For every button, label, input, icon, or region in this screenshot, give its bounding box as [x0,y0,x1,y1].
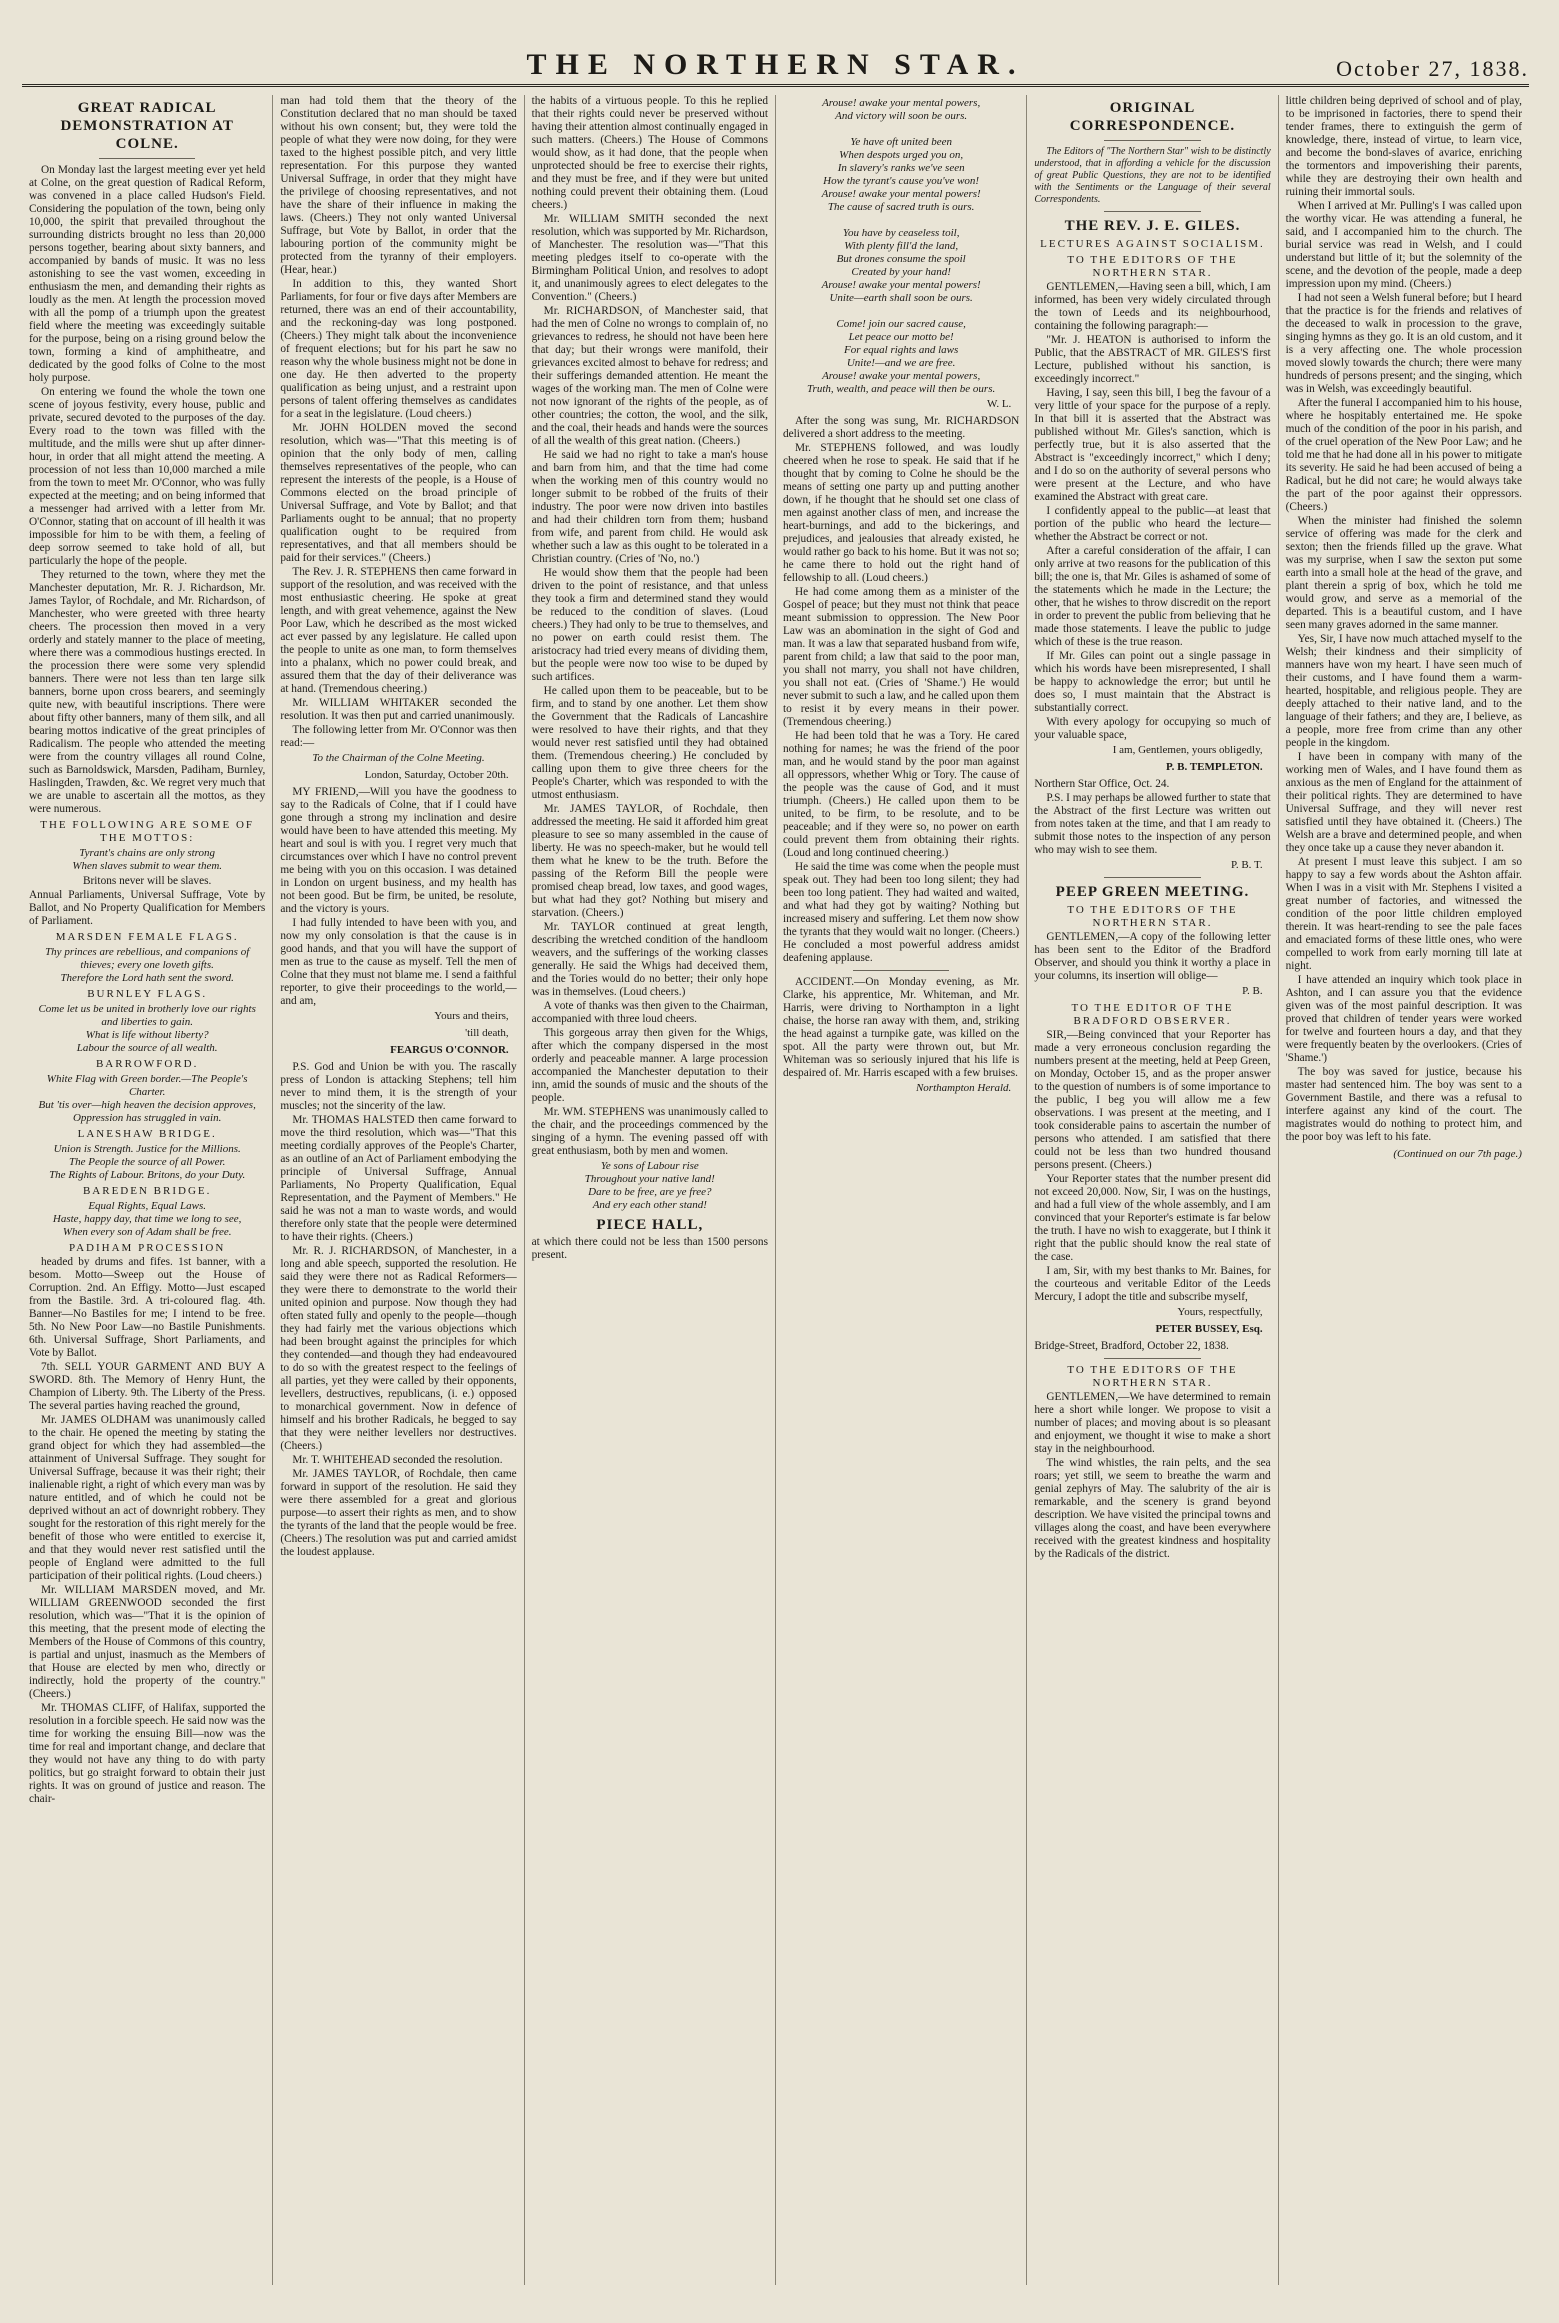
motto-verse: Come let us be united in brotherly love our rights and liberties to gain. What is life without liberty? Labour the source of all wealth. [38,1003,256,1054]
mottos-label: THE FOLLOWING ARE SOME OF THE MOTTOS: [40,819,255,844]
paragraph: the habits of a virtuous people. To this he replied that their rights could never be preserved without having their attention almost continually engaged in such matters. (Cheers.) The House of Commons would show, as it had done, that the people when unprotected should be free to exercise their rights, and they must be free, and if they were but united nothing could prevent their obtaining them. (Loud cheers.) [531,95,768,211]
paragraph: Mr. R. J. RICHARDSON, of Manchester, in a long and able speech, supported the resolution. He said they were there not as Radical Reformers—they were there to demonstrate to the world their united opinion and purpose. Now though they had often stated fully and openly to the people—though they had fairly met the various objections which had been brought against the principles for which they contended—and though they had endeavoured to do so with the greatest respect to the feelings of all parties, yet they were called by their opponents, levellers, destructives, republicans, (i. e.) opposed to monarchical government. Now in defence of himself and his brother Radicals, he begged to say that they were neither levellers nor destructives. (Cheers.) [280,1245,517,1452]
paragraph: MY FRIEND,—Will you have the goodness to say to the Radicals of Colne, that if I could have gone through a strong my inclination and desire would have been to have attended this meeting. My heart and soul is with you. I regret very much that circumstances over which I have no control prevent me being with you on this occasion. I was detained in London on urgent business, and my health has not been good. But be firm, be united, be resolute, and the victory is yours. [280,786,517,915]
letter-address: TO THE EDITORS OF THE NORTHERN STAR. [1067,904,1238,929]
paragraph: In addition to this, they wanted Short Parliaments, for four or five days after Members are returned, there was an end of their accountability, and the reckoning-day was long postponed. (Cheers.) They might talk about the inconvenience of frequent elections; but for his part he saw no reason why the whole business might not be done in one day. He then adverted to the property qualification as being unjust, and a restraint upon persons of talent offering themselves as candidates for a seat in the legislature. (Loud cheers.) [280,278,517,420]
paragraph: Yes, Sir, I have now much attached myself to the Welsh; their kindness and their simplicity of manners have won my heart. I have seen much of their customs, and I have found them a warm-hearted, hospitable, and religious people. They are deeply attached to their native land, and to the language of their fathers; and they are, I believe, as a people, more free from crime than any other people in the kingdom. [1285,633,1522,749]
letter-address: TO THE EDITOR OF THE BRADFORD OBSERVER. [1071,1002,1234,1027]
letter-heading: To the Chairman of the Colne Meeting. [312,752,485,764]
motto-verse: White Flag with Green border.—The People's Charter. But 'tis over—high heaven the decision approves, Oppression has struggled in vain. [38,1073,256,1124]
paragraph: Mr. JAMES TAYLOR, of Rochdale, then came forward in support of the resolution. He said they were there assembled for a great and glorious purpose—to assert their rights as men, and to show the tyrants of the land that the people would be free. (Cheers.) The resolution was put and carried amidst the loudest applause. [280,1468,517,1558]
divider [1104,1358,1200,1359]
paragraph: Mr. WILLIAM SMITH seconded the next resolution, which was supported by Mr. Richardson, of Manchester. The resolution was—"That this meeting pledges itself to co-operate with the Birmingham Political Union, and resolves to adopt it, and unanimously agrees to elect delegates to the Convention." (Cheers.) [531,213,768,303]
paragraph: After the funeral I accompanied him to his house, where he hospitably entertained me. He spoke much of the condition of the poor in his parish, and of the cruel operation of the New Poor Law; and he told me that he had done all in his power to mitigate its severity. He said he had been accused of being a Radical, but he did not care; he would always take the part of the poor against their oppressors. (Cheers.) [1285,397,1522,513]
divider [1104,877,1200,878]
letter-place: Northern Star Office, Oct. 24. [1034,778,1170,790]
paragraph: headed by drums and fifes. 1st banner, with a besom. Motto—Sweep out the House of Corruption. 2nd. An Effigy. Motto—Just escaped from the Bastile. 3rd. A tri-coloured flag. 4th. Banner—No Bastiles for me; I intend to be free. 5th. No New Poor Law—no Bastile Punishments. 6th. Universal Suffrage, Short Parliaments, and Vote by Ballot. [29,1256,266,1359]
paragraph: "Mr. J. HEATON is authorised to inform the Public, that the ABSTRACT of MR. GILES'S first Lecture, published without his sanction, is exceedingly incorrect." [1034,334,1271,385]
section-headline: PEEP GREEN MEETING. [1055,884,1250,900]
letter-signature: FEARGUS O'CONNOR. [390,1044,509,1056]
paragraph: On entering we found the whole the town one scene of joyous festivity, every house, public and private, secured devoted to the purposes of the day. Every road to the town was filled with the multitude, and the mills were shut up after dinner-hour, in order that all might attend the meeting. A procession of not less than 10,000 marched a mile from the town to meet Mr. O'Connor, who was fully expected at the meeting; and on being informed that a messenger had arrived with a letter from Mr. O'Connor, stating that on account of ill health it was impossible for him to be with them, a feeling of deep sorrow seemed to take hold of all, but particularly the hope of the people. [29,386,266,567]
flag-label: LANESHAW BRIDGE. [77,1128,217,1140]
letter-signature: P. B. [1242,985,1263,997]
paragraph: A vote of thanks was then given to the Chairman, accompanied with three loud cheers. [531,1000,768,1025]
paragraph: Mr. THOMAS HALSTED then came forward to move the third resolution, which was—"That this meeting cordially approves of the People's Charter, as an outline of an Act of Parliament embodying the principle of Universal Suffrage, Annual Parliaments, No Property Qualification, Equal Representation, and the Payment of Members." He said he was not a man to waste words, and would therefore only state that the people were determined to have their rights. (Cheers.) [280,1114,517,1243]
paragraph: I had fully intended to have been with you, and now my only consolation is that the cause is in good hands, and that you will have the support of men as true to the cause as myself. Tell the men of Colne that they must not blame me. I send a faithful reporter, to give their proceedings to the world,—and am, [280,917,517,1007]
editor-note: The Editors of "The Northern Star" wish to be distinctly understood, that in affording a vehicle for the discussion of great Public Questions, they are not to be identified with the Sentiments or the Language of their several Correspondents. [1034,146,1271,205]
paragraph: I have attended an inquiry which took place in Ashton, and I can assure you that the evidence given was of the most painful description. It was proved that children of tender years were worked for twelve and fourteen hours a day, and that they were frequently beaten by the overlookers. (Cries of 'Shame.') [1285,974,1522,1064]
masthead-title: THE NORTHERN STAR. [526,48,1025,81]
column-4 [776,95,1027,2285]
paragraph: At present I must leave this subject. I am so happy to say a few words about the Ashton affair. When I was in a visit with Mr. Stephens I visited a great number of factories, and witnessed the condition of the poor little children employed therein. It was heart-rending to see the pale faces and emaciated forms of these little ones, who were compelled to work from early morning till late at night. [1285,856,1522,972]
paragraph: After the song was sung, Mr. RICHARDSON delivered a short address to the meeting. [782,415,1020,440]
columns [22,95,1529,2285]
letter-signature: P. B. TEMPLETON. [1165,761,1263,773]
song-verse: Arouse! awake your mental powers, And victory will soon be ours. Ye have oft united been When despots urged you on, In slavery's ranks we've seen How the tyrant's cause you've won! Arouse! awake your mental powers! The cause of sacred truth is ours. You have by ceaseless toil, With plenty fill'd the land, But drones consume the spoil Created by your hand! Arouse! awake your mental powers! Unite—earth shall soon be ours. Come! join our sacred cause, Let peace our motto be! For equal rights and laws Unite!—and we are free. Arouse! awake your mental powers, Truth, wealth, and peace will then be ours. [807,97,996,395]
letter-place: London, Saturday, October 20th. [364,769,509,781]
paragraph: He would show them that the people had been driven to the point of resistance, and that unless they took a firm and determined stand they would be reduced to the condition of slaves. (Loud cheers.) They had only to be true to themselves, and no power on earth could resist them. The aristocracy had tried every means of dividing them, but the people were now too wise to be duped by such artifices. [531,567,768,683]
paragraph: P.S. I may perhaps be allowed further to state that the Abstract of the first Lecture was written out from notes taken at the time, and that I am ready to submit those notes to the inspection of any person who may wish to see them. [1034,792,1271,856]
flag-label: PADIHAM PROCESSION [69,1242,226,1254]
divider [1104,140,1200,141]
column-5 [1027,95,1278,2285]
letter-signoff: Yours and theirs, [434,1010,509,1022]
motto-verse: Equal Rights, Equal Laws. Haste, happy day, that time we long to see, When every son of Adam shall be free. [52,1200,242,1238]
divider [853,970,949,971]
source-credit: Northampton Herald. [915,1082,1012,1094]
paragraph: at which there could not be less than 1500 persons present. [531,1236,768,1261]
letter-signoff: 'till death, [465,1027,509,1039]
paragraph: The following letter from Mr. O'Connor was then read:— [280,724,517,749]
paragraph: Mr. THOMAS CLIFF, of Halifax, supported the resolution in a forcible speech. He said now was the time for working the ensuing Bill—now was the time for real and important change, and declare that they would not have any thing to do with party politics, but go straight forward to obtain their just rights. It was on ground of justice and reason. The chair- [29,1702,266,1805]
motto: Britons never will be slaves. [83,875,212,887]
paragraph: 7th. SELL YOUR GARMENT AND BUY A SWORD. 8th. The Memory of Henry Hunt, the Champion of Liberty. 9th. The Liberty of the Press. The several parties having reached the ground, [29,1361,266,1412]
paragraph: They returned to the town, where they met the Manchester deputation, Mr. R. J. Richardson, Mr. James Taylor, of Rochdale, and Mr. Richardson, of Manchester, who were greeted with three hearty cheers. The procession then moved in a very orderly and stately manner to the place of meeting, where there was a commodious hustings erected. In the procession there were some very splendid banners. There were not less than ten large silk banners, borne upon cross bearers, and seemingly quite new, with beautiful inscriptions. There were about fifty other banners, many of them silk, and all bearing mottos indicative of the great principles of Radicalism. The people who attended the meeting were from the country villages all round Colne, such as Barnoldswick, Marsden, Padiham, Burnley, Haslingden, Trawden, &c. We regret very much that we are unable to ascertain all the mottos, as they were numerous. [29,569,266,815]
paragraph: He called upon them to be peaceable, but to be firm, and to stand by one another. Let them show the Government that the Radicals of Lancashire were resolved to have their rights, and that they would never rest satisfied until they had obtained them. (Tremendous cheering.) He concluded by calling upon them to give three cheers for the People's Charter, which was responded to with the utmost enthusiasm. [531,685,768,801]
paragraph: Mr. WILLIAM WHITAKER seconded the resolution. It was then put and carried unanimously. [280,697,517,722]
letter-signature: P. B. T. [1230,859,1263,871]
paragraph: SIR,—Being convinced that your Reporter has made a very erroneous conclusion regarding the numbers present at the meeting, held at Peep Green, on Monday, October 15, and as the proper answer to the question of numbers is of some importance to the public, I beg you will allow me a few observations. I was present at the meeting, and I took considerable pains to ascertain the number of persons who attended. I am satisfied that there could not be less than two hundred thousand persons present. (Cheers.) [1034,1029,1271,1171]
divider [99,158,195,159]
paragraph: Mr. T. WHITEHEAD seconded the resolution. [292,1454,503,1466]
masthead-date: October 27, 1838. [1336,56,1529,81]
paragraph: Mr. TAYLOR continued at great length, describing the wretched condition of the handloom weavers, and the sufferings of the working classes generally. He said the Whigs had deceived them, and the Tories would do no better; their only hope was in themselves. (Loud cheers.) [531,921,768,998]
paragraph: GENTLEMEN,—Having seen a bill, which, I am informed, has been very widely circulated through the town of Leeds and its neighbourhood, containing the following paragraph:— [1034,281,1271,332]
letter-signature: PETER BUSSEY, Esq. [1155,1323,1263,1335]
paragraph: He had come among them as a minister of the Gospel of peace; but they must not think that peace meant submission to oppression. The New Poor Law was an abomination in the sight of God and man. It was a law that separated husband from wife, parent from child; a law that said to the poor man, you shall not marry, you shall not have children, you shall not eat. (Cries of 'Shame.') He would never submit to such a law, and he called upon them to resist it by every means in their power. (Tremendous cheering.) [782,586,1020,728]
divider [1104,211,1200,212]
paragraph: When the minister had finished the solemn service of offering was made for the clerk and sexton; then the friends filled up the grave. What was my surprise, when I saw the sexton put some earth into a small hole at the head of the grave, and plant therein a sprig of box, which he told me would grow, and serve as a memorial of the departed. This is a beautiful custom, and I have seen many graves adorned in the same manner. [1285,515,1522,631]
column-1 [22,95,273,2285]
letter-signoff: I am, Gentlemen, yours obligedly, [1112,744,1263,756]
paragraph: ACCIDENT.—On Monday evening, as Mr. Clarke, his apprentice, Mr. Whiteman, and Mr. Harris, were driving to Northampton in a light chaise, the horse ran away with them, and, striking the head against a turnpike gate, was killed on the spot. All the party were thrown out, but Mr. Whiteman was so seriously injured that his life is despaired of. Mr. Harris escaped with a few bruises. [782,976,1020,1079]
column-6 [1279,95,1529,2285]
paragraph: GENTLEMEN,—We have determined to remain here a short while longer. We propose to visit a number of places; and moving about is so pleasant and enjoyment, we thought it wise to make a short stay in the neighbourhood. [1034,1391,1271,1455]
paragraph: Mr. JOHN HOLDEN moved the second resolution, which was—"That this meeting is of opinion that the only body of men, calling themselves representatives of the people, who can represent the interests of the people, is a House of Commons elected on the broad principle of Universal Suffrage, and Vote by Ballot; and that Parliaments ought to be annual; that no property qualification ought to be required from representatives, and that all members should be paid for their services." (Cheers.) [280,422,517,564]
paragraph: I have been in company with many of the working men of Wales, and I have found them as anxious as the men of England for the attainment of their political rights. They are determined to have Universal Suffrage, and they will never rest satisfied until they have obtained it. (Cheers.) The Welsh are a brave and determined people, and when they once take up a cause they never abandon it. [1285,751,1522,854]
column-3 [525,95,776,2285]
paragraph: After a careful consideration of the affair, I can only arrive at two reasons for the publication of this bill; the one is, that Mr. Giles is ashamed of some of the statements which he made in the Lecture; the other, that he wishes to throw discredit on the report in order to prevent the public from believing that he made those statements. I leave the public to judge which of these is the true reason. [1034,545,1271,648]
paragraph: He said we had no right to take a man's house and barn from him, and that the time had come when the working men of this country would no longer submit to be robbed of the fruits of their industry. The poor were now driven into bastiles and had their children torn from them; husband from wife, and parent from child. He would ask whether such a law as this ought to be tolerated in a Christian country. (Cries of 'No, no.') [531,449,768,565]
paragraph: I confidently appeal to the public—at least that portion of the public who heard the lecture—whether the Abstract be correct or not. [1034,505,1271,543]
flag-label: BAREDEN BRIDGE. [82,1185,212,1197]
paragraph: The wind whistles, the rain pelts, and the sea roars; yet still, we seem to breathe the warm and genial zephyrs of May. The salubrity of the air is remarkable, and the scenery is grand beyond description. We have visited the principal towns and villages along the coast, and have been everywhere received with the greatest kindness and hospitality by the Radicals of the district. [1034,1457,1271,1560]
paragraph: With every apology for occupying so much of your valuable space, [1034,716,1271,741]
letter-place: Bridge-Street, Bradford, October 22, 1838. [1034,1340,1229,1352]
paragraph: Mr. JAMES TAYLOR, of Rochdale, then addressed the meeting. He said it afforded him great pleasure to see so many assembled in the cause of liberty. He was no speech-maker, but he would tell them what he knew to be the truth. Before the passing of the Reform Bill the people were promised cheap bread, low taxes, and good wages, but what had they got? Nothing but misery and starvation. (Cheers.) [531,803,768,919]
paragraph: little children being deprived of school and of play, to be imprisoned in factories, there to spend their tender frames, there to extinguish the germ of knowledge, there, instead of virtue, to learn vice, and become the bond-slaves of avarice, enriching the tormentors and impoverishing their parents, while they are destroying their own health and ruining their immortal souls. [1285,95,1522,198]
paragraph: P.S. God and Union be with you. The rascally press of London is attacking Stephens; tell him never to mind them, it is the strength of your muscles; not the sincerity of the law. [280,1061,517,1112]
section-headline: PIECE HALL, [596,1217,704,1233]
paragraph: He said the time was come when the people must speak out. They had been too long silent; they had been too long patient. They had waited and waited, and what had they got by waiting? Nothing but increased misery and suffering. Let them now show the tyrants that they would wait no longer. (Cheers.) He concluded a most powerful address amidst deafening applause. [782,861,1020,964]
paragraph: I am, Sir, with my best thanks to Mr. Baines, for the courteous and veritable Editor of the Leeds Mercury, I adopt the title and subscribe myself, [1034,1265,1271,1303]
motto: Annual Parliaments, Universal Suffrage, Vote by Ballot, and No Property Qualification for Members of Parliament. [29,889,266,927]
paragraph: Mr. RICHARDSON, of Manchester said, that had the men of Colne no wrongs to complain of, no grievances to redress, he should not have been here that day; but their wrongs were manifold, their grievances excited almost to behave for redress; and their sufferings demanded attention. He meant the wages of the working man. The men of Colne were not now ignorant of the rights of the people, as of other countries; the cotton, the wool, and the silk, and the coal, their heads and hands were the sources of all the wealth of this great nation. (Cheers.) [531,305,768,447]
letter-headline: THE REV. J. E. GILES. [1064,218,1241,234]
paragraph: The boy was saved for justice, because his master had sentenced him. The boy was sent to a Government Bastile, and there was a refusal to interfere against any kind of the court. The magistrates would do nothing to protect him, and the poor boy was left to his fate. [1285,1066,1522,1143]
paragraph: Mr. JAMES OLDHAM was unanimously called to the chair. He opened the meeting by stating the grand object for which they had assembled—the attainment of Universal Suffrage. They sought for Universal Suffrage, because it was their right; their inalienable right, a right of which every man was by nature entitled, and of which he could not be deprived without an act of downright robbery. They sought for the restoration of this right merely for the benefit of those who were entitled to exercise it, and that they would never rest satisfied until the people of England were admitted to the full participation of their political rights. (Loud cheers.) [29,1414,266,1582]
paragraph: This gorgeous array then given for the Whigs, after which the company dispersed in the most orderly and peaceable manner. A large procession accompanied the Manchester deputation to their inn, amid the sounds of music and the shouts of the people. [531,1027,768,1104]
letter-address: TO THE EDITORS OF THE NORTHERN STAR. [1067,1364,1238,1389]
masthead [22,48,1529,87]
paragraph: Mr. WILLIAM MARSDEN moved, and Mr. WILLIAM GREENWOOD seconded the first resolution, which was—"That it is the opinion of this meeting, that the present mode of electing the Members of the House of Commons of this country, is partial and unjust, inasmuch as the Members of that House are elected by men who, directly or indirectly, hold the property of the country." (Cheers.) [29,1584,266,1700]
song-verse: Ye sons of Labour rise Throughout your native land! Dare to be free, are ye free? And ery each other stand! [584,1160,715,1211]
paragraph: On Monday last the largest meeting ever yet held at Colne, on the great question of Radical Reform, was convened in a place called Hudson's Field. Considering the population of the town, being only 10,000, the spirit that prevailed throughout the surrounding districts brought no less than 20,000 persons together, bearing about sixty banners, and accompanied by bands of music. It was no less astonishing to see the vast women, exceeding in enthusiasm the men, and demanding their rights as loudly as the men. At length the procession moved with all the pomp of a triumph upon the greatest field where the meeting was exceedingly suitable for the purpose, being on a rising ground below the town, forming a kind of amphitheatre, and dedicated by the good folks of Colne to the most holy purpose. [29,164,266,384]
paragraph: GENTLEMEN,—A copy of the following letter has been sent to the Editor of the Bradford Observer, and should you think it worthy a place in your columns, its insertion will oblige— [1034,931,1271,982]
verse-signature: W. L. [986,398,1012,410]
paragraph: man had told them that the theory of the Constitution declared that no man should be taxed without his own consent; but, they were told the people of what they were now doing, for they were taxed to the highest possible pitch, and very little representation. For this purpose they wanted Universal Suffrage, in order that they might have the privilege of choosing representatives, and not have the share of their influence in making the laws. (Cheers.) They not only wanted Universal Suffrage, but Vote by Ballot, in order that the labouring portion of the community might be protected from the tyranny of their employers. (Hear, hear.) [280,95,517,276]
motto-verse: Tyrant's chains are only strong When slaves submit to wear them. [72,847,223,872]
paragraph: Your Reporter states that the number present did not exceed 20,000. Now, Sir, I was on the hustings, and had a full view of the whole assembly, and I am convinced that your Reporter's estimate is far below the truth. I have no wish to exaggerate, but I think it right that the public should know the real state of the case. [1034,1173,1271,1263]
column-2 [273,95,524,2285]
flag-label: BARROWFORD. [95,1058,199,1070]
paragraph: If Mr. Giles can point out a single passage in which his words have been misrepresented, I shall be happy to acknowledge the error; but until he does so, I must maintain that the Abstract is substantially correct. [1034,650,1271,714]
paragraph: I had not seen a Welsh funeral before; but I heard that the practice is for the friends and relatives of the deceased to walk in procession to the grave, singing hymns as they go. It is an old custom, and it is a very affecting one. The whole procession moved slowly towards the church; there were many hundreds of persons present; and the singing, which was in Welsh, was exceedingly beautiful. [1285,292,1522,395]
letter-subhead: LECTURES AGAINST SOCIALISM. [1040,238,1265,250]
continued-note: (Continued on our 7th page.) [1393,1148,1522,1160]
motto-verse: Union is Strength. Justice for the Millions. The People the source of all Power. The Rights of Labour. Britons, do your Duty. [49,1143,246,1181]
letter-signoff: Yours, respectfully, [1177,1306,1263,1318]
letter-address: TO THE EDITORS OF THE NORTHERN STAR. [1067,254,1238,279]
paragraph: The Rev. J. R. STEPHENS then came forward in support of the resolution, and was received with the most enthusiastic cheering. He spoke at great length, and with great vehemence, against the New Poor Law, which he described as the most wicked act ever passed by any legislature. He called upon the people to unite as one man, to form themselves into a phalanx, which no power could break, and assured them that the day of their deliverance was at hand. (Tremendous cheering.) [280,566,517,695]
article-headline: GREAT RADICAL DEMONSTRATION AT COLNE. [60,100,234,152]
flag-label: BURNLEY FLAGS. [87,988,208,1000]
paragraph: Mr. WM. STEPHENS was unanimously called to the chair, and the proceedings commenced by the singing of a hymn. The evening passed off with great enthusiasm, both by men and women. [531,1106,768,1157]
motto-verse: Thy princes are rebellious, and companions of thieves; every one loveth gifts. Therefore the Lord hath sent the sword. [45,946,250,984]
paragraph: Having, I say, seen this bill, I beg the favour of a very little of your space for the purpose of a reply. In that bill it is asserted that the Abstract was published without Mr. Giles's sanction, which is perfectly true, but it is also asserted that the Abstract is "exceedingly incorrect," which I deny; and I do so on the authority of several persons who were present at the Lecture, and who have examined the Abstract with great care. [1034,387,1271,503]
paragraph: He had been told that he was a Tory. He cared nothing for names; he was the friend of the poor man, and he would stand by the poor man against all oppressors, whether Whig or Tory. The cause of the people was the cause of God, and it must triumph. (Cheers.) He called upon them to be united, to be firm, to be resolute, and to be peaceable; and if they were so, no power on earth could prevent them from obtaining their rights. (Loud and long continued cheering.) [782,730,1020,859]
paragraph: Mr. STEPHENS followed, and was loudly cheered when he rose to speak. He said that if he thought that by coming to Colne he should be the means of setting one party up and putting another down, if he thought that he should set one class of men against another class of men, and increase the heart-burnings, and add to the bickerings, and prejudices, and jealousies that already existed, he would rather go back to his home. But it was not so; he came there to hold out the right hand of fellowship to all. (Loud cheers.) [782,442,1020,584]
section-headline: ORIGINAL CORRESPONDENCE. [1069,100,1236,134]
paragraph: When I arrived at Mr. Pulling's I was called upon the worthy vicar. He was attending a funeral, he said, and I accompanied him to the church. The burial service was read in Welsh, and I could understand but little of it; but the solemnity of the scene, and the devotion of the people, made a deep impression upon my mind. (Cheers.) [1285,200,1522,290]
flag-label: MARSDEN FEMALE FLAGS. [55,931,239,943]
